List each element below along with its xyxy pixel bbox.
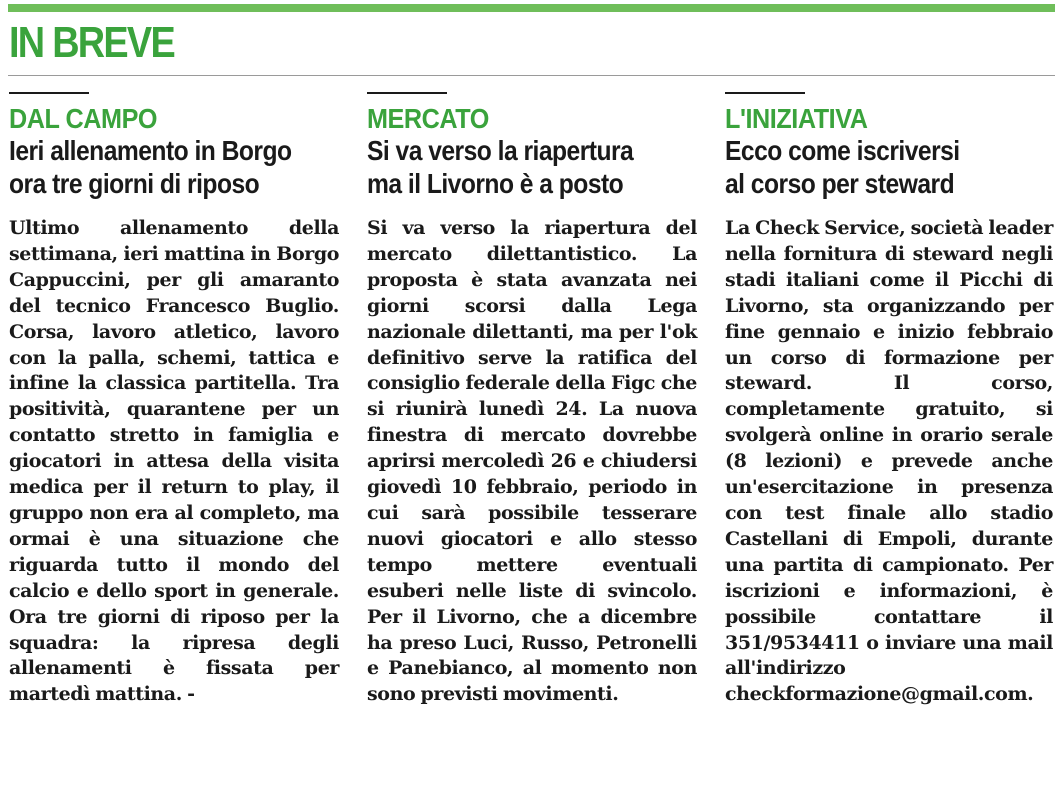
article-mercato bbox=[367, 92, 697, 727]
column-marker bbox=[367, 92, 447, 94]
column-marker bbox=[9, 92, 89, 94]
article-kicker: DAL CAMPO bbox=[9, 103, 158, 134]
article-headline-line-1: Ecco come iscriversi bbox=[725, 135, 960, 166]
article-headline-line-1: Ieri allenamento in Borgo bbox=[9, 135, 292, 166]
article-headline-line-2: ma il Livorno è a posto bbox=[367, 168, 624, 199]
article-headline-line-2: ora tre giorni di riposo bbox=[9, 168, 260, 199]
section-title: IN BREVE bbox=[9, 18, 174, 67]
article-dal-campo bbox=[9, 92, 339, 727]
article-body: Si va verso la riapertura del mercato dilettantistico. La proposta è stata avanzata nei giorni scorsi dalla Lega nazionale dilettanti, ma per l'ok definitivo serve la ratifica del consiglio federale della Figc che si riunirà lunedì 24. La nuova finestra di mercato dovrebbe aprirsi mercoledì 26 e chiudersi giovedì 10 febbraio, periodo in cui sarà possibile tesserare nuovi giocatori e allo stesso tempo mettere eventuali esuberi nelle liste di svincolo. Per il Livorno, che a dicembre ha preso Luci, Russo, Petronelli e Panebianco, al momento non sono previsti movimenti. bbox=[367, 217, 697, 706]
section-color-bar bbox=[8, 4, 1055, 12]
article-kicker: L'INIZIATIVA bbox=[725, 103, 868, 134]
column-marker bbox=[725, 92, 805, 94]
article-headline-line-2: al corso per steward bbox=[725, 168, 955, 199]
article-body: La Check Service, società leader nella fornitura di steward negli stadi italiani come il Picchi di Livorno, sta organizzando per fine gennaio e inizio febbraio un corso di formazione per steward. Il corso, completamente gratuito, si svolgerà online in orario serale (8 lezioni) e prevede anche un'esercitazione in presenza con test finale allo stadio Castellani di Empoli, durante una partita di campionato. Per iscrizioni e informazioni, è possibile contattare il 351/9534411 o inviare una mail all'indirizzo checkformazione@gmail.com. bbox=[725, 217, 1053, 706]
article-iniziativa bbox=[725, 92, 1053, 727]
section-divider bbox=[8, 75, 1055, 76]
article-headline-line-1: Si va verso la riapertura bbox=[367, 135, 634, 166]
article-kicker: MERCATO bbox=[367, 103, 489, 134]
article-body: Ultimo allenamento della settimana, ieri mattina in Borgo Cappuccini, per gli amaranto del tecnico Francesco Buglio. Corsa, lavoro atletico, lavoro con la palla, schemi, tattica e infine la classica partitella. Tra positività, quarantene per un contatto stretto in famiglia e giocatori in attesa della visita medica per il return to play, il gruppo non era al completo, ma ormai è una situazione che riguarda tutto il mondo del calcio e dello sport in generale. Ora tre giorni di riposo per la squadra: la ripresa degli allenamenti è fissata per martedì mattina. - bbox=[9, 217, 339, 706]
